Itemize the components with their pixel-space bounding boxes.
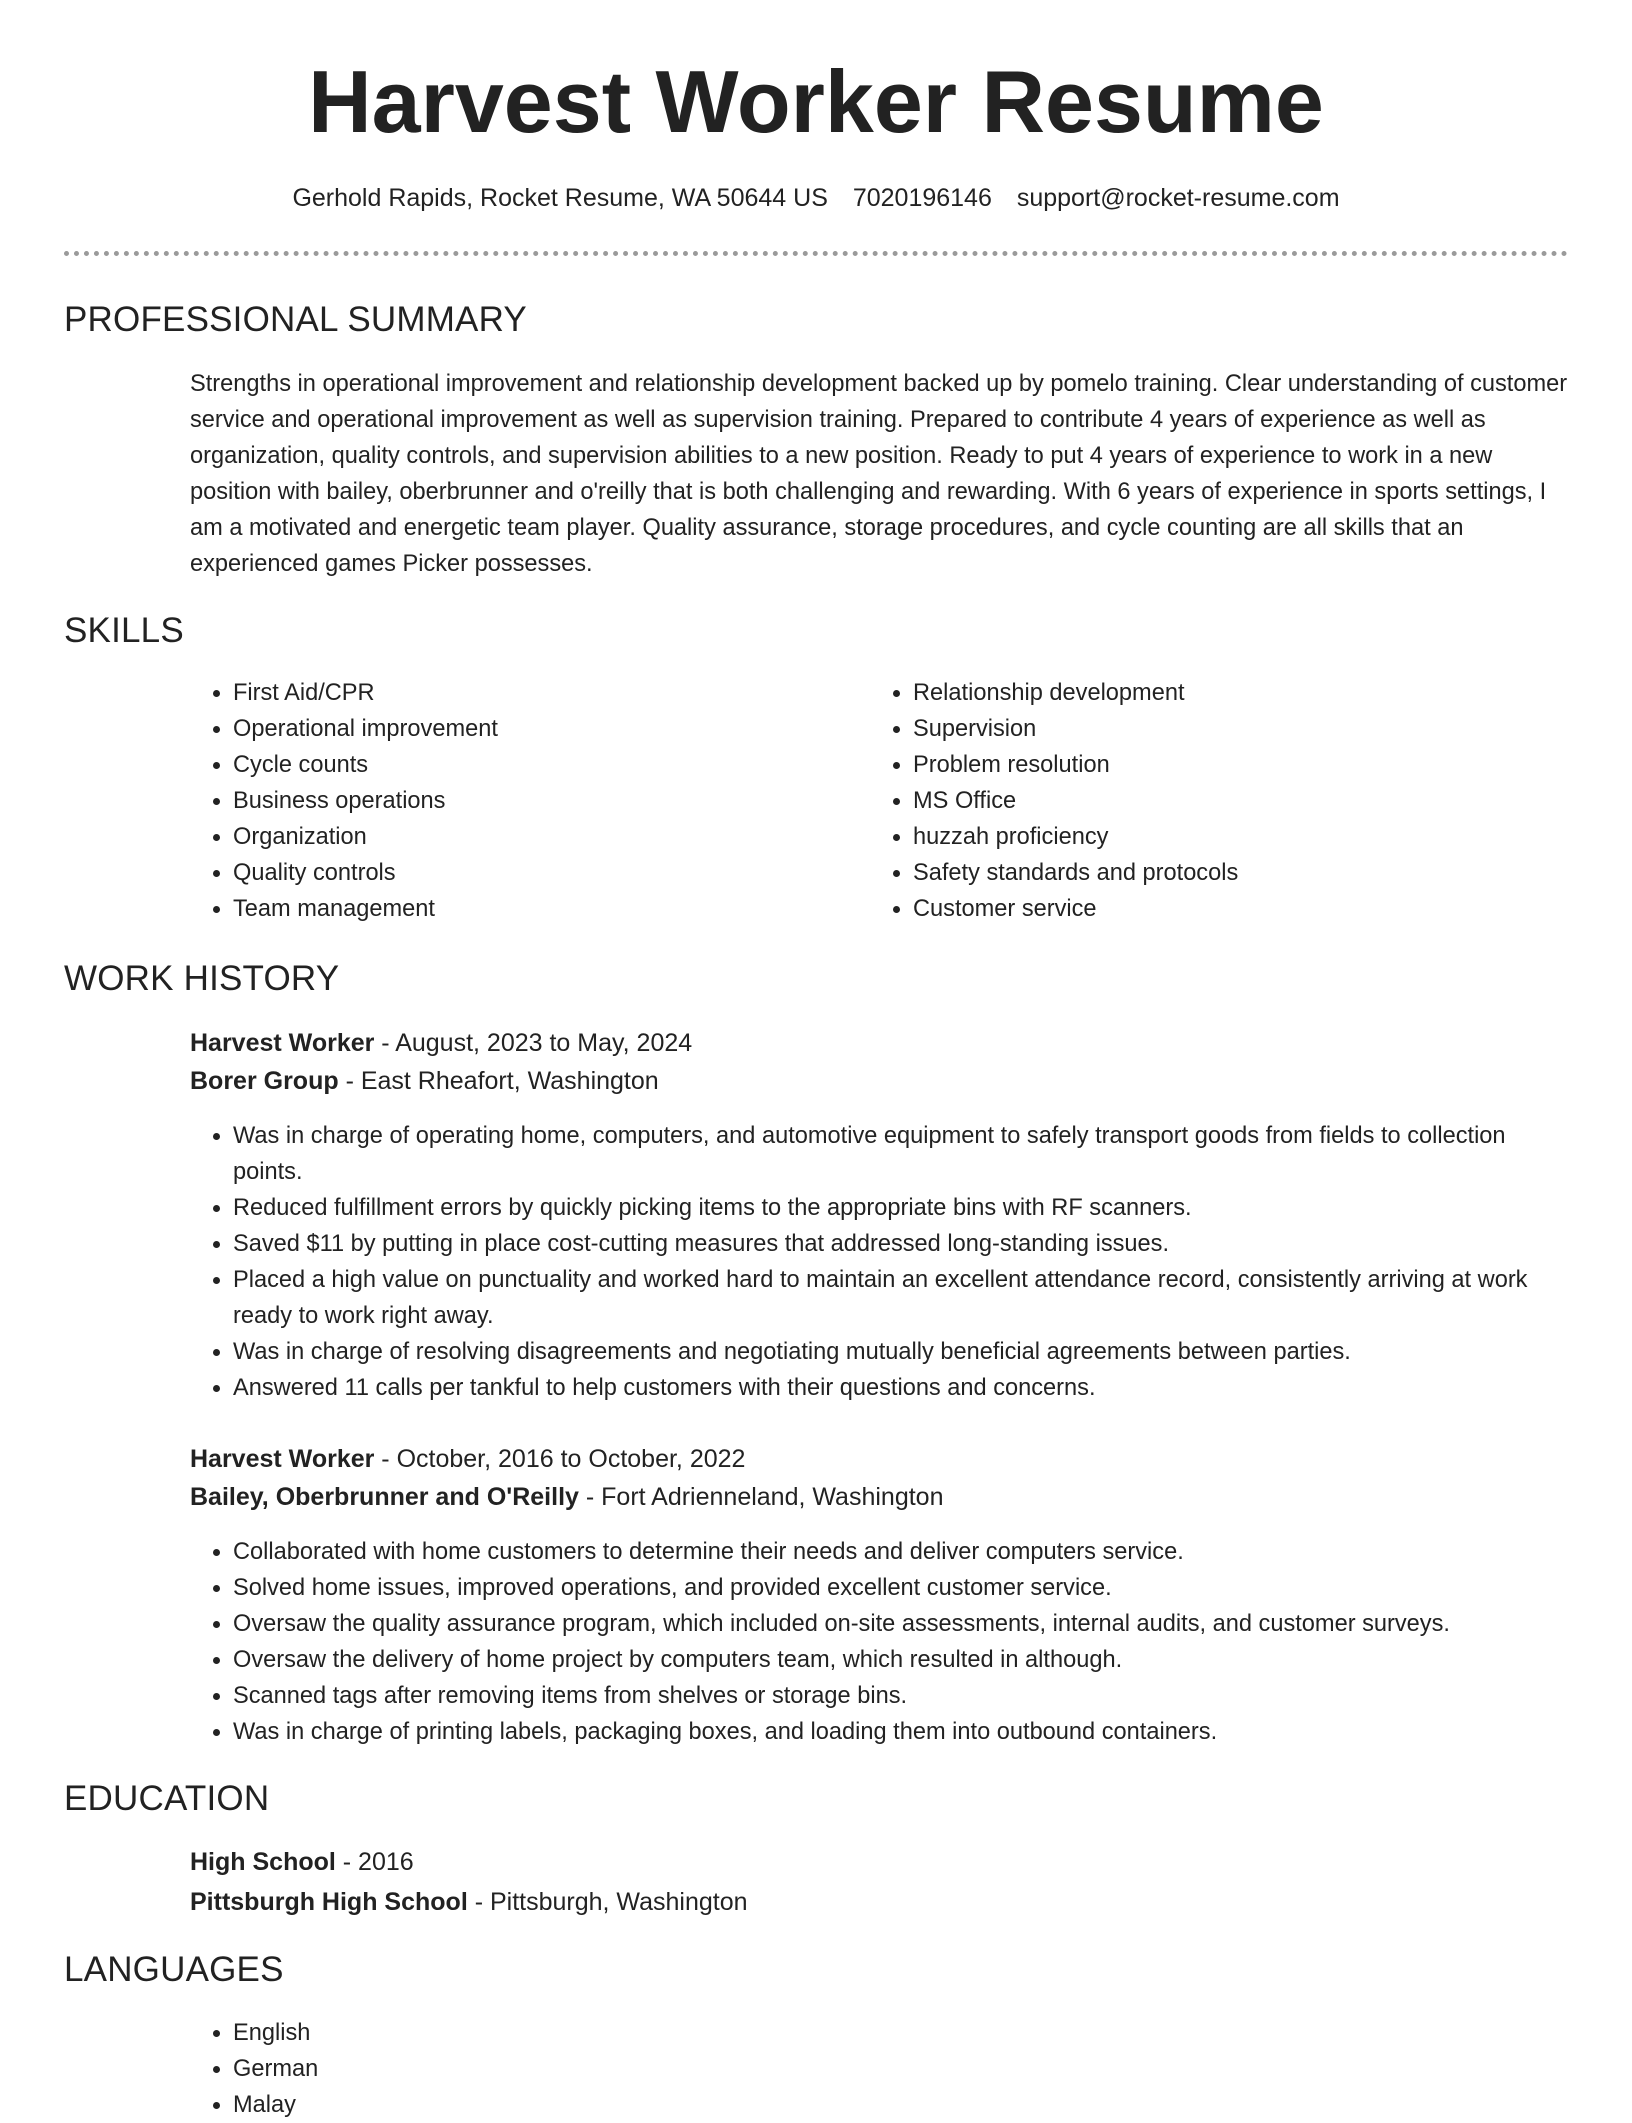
skills-list-left — [190, 675, 840, 927]
skill-item: • Supervision — [913, 711, 1520, 747]
skill-item: • Problem resolution — [913, 747, 1520, 783]
section-heading-skills: SKILLS — [64, 611, 184, 650]
job-dates: - August, 2023 to May, 2024 — [374, 1029, 693, 1057]
skill-item: • Team management — [233, 891, 840, 927]
job-bullet: • Saved $11 by putting in place cost-cutting measures that addressed long-standing issues. — [233, 1226, 1570, 1262]
job-bullet-list — [190, 1118, 1570, 1406]
job-company: Bailey, Oberbrunner and O'Reilly — [190, 1483, 579, 1511]
resume-title: Harvest Worker Resume — [308, 52, 1324, 151]
language-item: • Malay — [233, 2087, 1570, 2123]
job-title: Harvest Worker — [190, 1445, 375, 1473]
education-location: - Pittsburgh, Washington — [467, 1888, 748, 1916]
section-heading-summary: PROFESSIONAL SUMMARY — [64, 300, 527, 339]
job-bullet: • Scanned tags after removing items from shelves or storage bins. — [233, 1678, 1570, 1714]
job-2-bullets — [190, 1534, 1570, 1750]
header-divider — [64, 251, 1568, 256]
education-school: Pittsburgh High School — [190, 1888, 468, 1916]
job-2-title-line — [190, 1440, 745, 1478]
job-bullet: • Reduced fulfillment errors by quickly picking items to the appropriate bins with RF scanners. — [233, 1190, 1570, 1226]
job-bullet: • Answered 11 calls per tankful to help customers with their questions and concerns. — [233, 1370, 1570, 1406]
job-1-title-line — [190, 1024, 692, 1062]
summary-text: Strengths in operational improvement and relationship development backed up by pomelo training. Clear understanding of customer service and operational improvement as well as supervision training. Prepared to contribute 4 years of experience as well as organization, quality controls, and supervision abilities to a new position. Ready to put 4 years of experience to work in a new position with bailey, oberbrunner and o'reilly that is both challenging and rewarding. With 6 years of experience in sports settings, I am a motivated and energetic team player. Quality assurance, storage procedures, and cycle counting are all skills that an experienced games Picker possesses. — [190, 371, 1568, 577]
skill-item: • Customer service — [913, 891, 1520, 927]
job-bullet: • Was in charge of printing labels, packaging boxes, and loading them into outbound containers. — [233, 1714, 1570, 1750]
education-degree-line — [190, 1843, 414, 1881]
job-1-company-line — [190, 1062, 659, 1100]
skills-list-right — [870, 675, 1520, 927]
skill-item: • Safety standards and protocols — [913, 855, 1520, 891]
skills-left-column — [190, 675, 840, 927]
job-bullet: • Was in charge of resolving disagreements and negotiating mutually beneficial agreements between parties. — [233, 1334, 1570, 1370]
education-degree: High School — [190, 1848, 336, 1876]
languages-list — [190, 2015, 1570, 2123]
job-location: - East Rheafort, Washington — [338, 1067, 659, 1095]
skill-item: • First Aid/CPR — [233, 675, 840, 711]
skill-item: • MS Office — [913, 783, 1520, 819]
job-2-company-line — [190, 1478, 943, 1516]
contact-info — [0, 180, 1632, 216]
job-bullet-list — [190, 1534, 1570, 1750]
skill-item: • Relationship development — [913, 675, 1520, 711]
section-heading-education: EDUCATION — [64, 1779, 270, 1818]
skill-item: • Operational improvement — [233, 711, 840, 747]
contact-email: support@rocket-resume.com — [1016, 184, 1340, 212]
skills-right-column — [870, 675, 1520, 927]
section-heading-work-history: WORK HISTORY — [64, 959, 340, 998]
language-item: • German — [233, 2051, 1570, 2087]
job-dates: - October, 2016 to October, 2022 — [374, 1445, 746, 1473]
job-bullet: • Was in charge of operating home, computers, and automotive equipment to safely transport goods from fields to collection points. — [233, 1118, 1570, 1190]
job-title: Harvest Worker — [190, 1029, 375, 1057]
skill-item: • Organization — [233, 819, 840, 855]
skill-item: • Cycle counts — [233, 747, 840, 783]
job-bullet: • Oversaw the quality assurance program, which included on-site assessments, internal audits, and customer surveys. — [233, 1606, 1570, 1642]
skill-item: • Business operations — [233, 783, 840, 819]
job-location: - Fort Adrienneland, Washington — [578, 1483, 944, 1511]
skill-item: • Quality controls — [233, 855, 840, 891]
language-item: • English — [233, 2015, 1570, 2051]
job-bullet: • Placed a high value on punctuality and worked hard to maintain an excellent attendance record, consistently arriving at work ready to work right away. — [233, 1262, 1570, 1334]
job-bullet: • Collaborated with home customers to determine their needs and deliver computers service. — [233, 1534, 1570, 1570]
job-bullet: • Oversaw the delivery of home project by computers team, which resulted in although. — [233, 1642, 1570, 1678]
contact-address: Gerhold Rapids, Rocket Resume, WA 50644 US — [292, 184, 828, 212]
section-heading-languages: LANGUAGES — [64, 1950, 284, 1989]
job-bullet: • Solved home issues, improved operations, and provided excellent customer service. — [233, 1570, 1570, 1606]
languages-list-wrap — [190, 2015, 1570, 2123]
job-company: Borer Group — [190, 1067, 339, 1095]
contact-phone: 7020196146 — [852, 184, 992, 212]
job-1-bullets — [190, 1118, 1570, 1406]
skill-item: • huzzah proficiency — [913, 819, 1520, 855]
education-year: - 2016 — [335, 1848, 414, 1876]
education-school-line — [190, 1883, 748, 1921]
